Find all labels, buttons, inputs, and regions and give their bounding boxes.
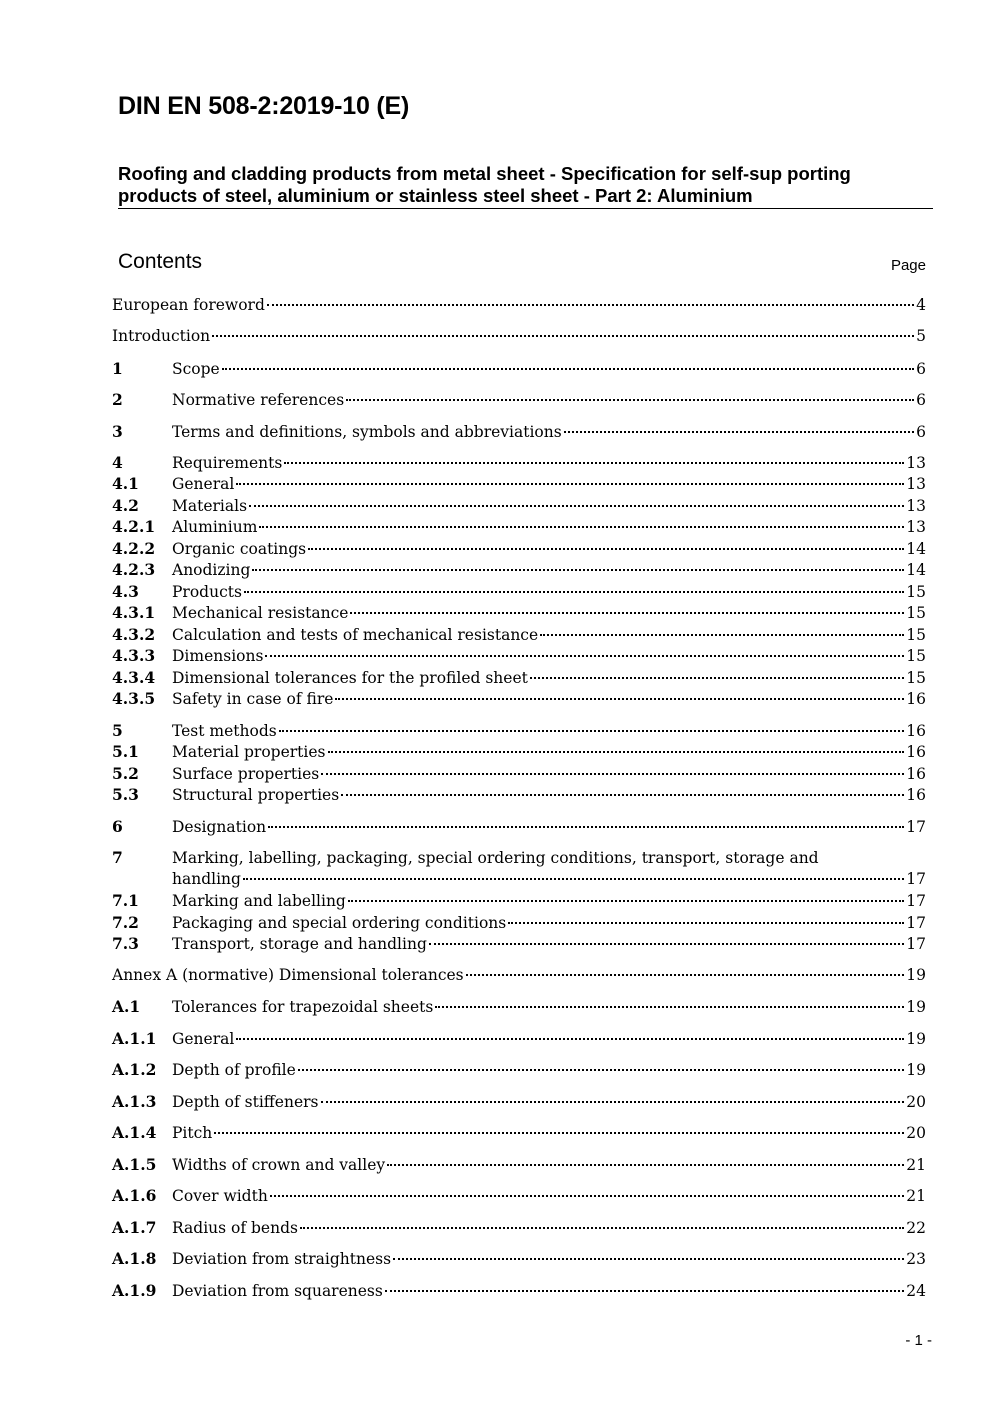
document-subtitle bbox=[118, 163, 933, 209]
toc-entry[interactable] bbox=[112, 602, 926, 623]
toc-number: 4.2.3 bbox=[112, 560, 156, 579]
toc-number: 1 bbox=[112, 359, 123, 378]
toc-title: Widths of crown and valley bbox=[172, 1156, 386, 1174]
toc-entry[interactable] bbox=[112, 452, 926, 473]
page-column-heading: Page bbox=[890, 257, 926, 274]
toc-entry[interactable] bbox=[112, 890, 926, 911]
toc-number: 5.3 bbox=[112, 785, 139, 804]
toc-title: Marking, labelling, packaging, special ordering conditions, transport, storage and bbox=[172, 849, 819, 867]
toc-title: Test methods bbox=[172, 722, 277, 740]
toc-entry[interactable] bbox=[112, 763, 926, 784]
toc-page: 17 bbox=[906, 870, 926, 888]
toc-entry[interactable] bbox=[112, 1217, 926, 1238]
toc-entry[interactable] bbox=[112, 624, 926, 645]
toc-page: 13 bbox=[906, 518, 926, 536]
toc-page: 17 bbox=[906, 914, 926, 932]
toc-entry[interactable] bbox=[112, 1154, 926, 1175]
toc-page: 17 bbox=[906, 935, 926, 953]
toc-page: 16 bbox=[906, 743, 926, 761]
toc-page: 24 bbox=[906, 1282, 926, 1300]
toc-entry[interactable] bbox=[112, 847, 926, 868]
toc-title: Depth of profile bbox=[172, 1061, 296, 1079]
toc-entry[interactable] bbox=[112, 1028, 926, 1049]
toc-title: Structural properties bbox=[172, 786, 340, 804]
toc-title: Anodizing bbox=[172, 561, 251, 579]
toc-number: 7.3 bbox=[112, 934, 139, 953]
toc-title: Annex A (normative) Dimensional tolerances bbox=[112, 966, 464, 984]
toc-page: 15 bbox=[906, 669, 926, 687]
toc-entry[interactable] bbox=[112, 326, 926, 347]
toc-entry[interactable] bbox=[112, 667, 926, 688]
toc-title: Products bbox=[172, 583, 242, 601]
toc-entry[interactable] bbox=[112, 645, 926, 666]
toc-page: 14 bbox=[906, 561, 926, 579]
toc-number: 7.2 bbox=[112, 913, 139, 932]
toc-entry[interactable] bbox=[112, 816, 926, 837]
toc-page: 16 bbox=[906, 765, 926, 783]
toc-title: Dimensions bbox=[172, 647, 264, 665]
toc-entry[interactable] bbox=[112, 1185, 926, 1206]
toc-page: 21 bbox=[906, 1156, 926, 1174]
toc-title: Material properties bbox=[172, 743, 326, 761]
toc-page: 19 bbox=[906, 998, 926, 1016]
toc-entry[interactable] bbox=[112, 720, 926, 741]
contents-heading: Contents bbox=[118, 250, 203, 273]
toc-page: 21 bbox=[906, 1187, 926, 1205]
page-number-footer: - 1 - bbox=[905, 1332, 932, 1349]
toc-title: Scope bbox=[172, 360, 220, 378]
toc-entry[interactable] bbox=[112, 358, 926, 379]
toc-page: 19 bbox=[906, 1061, 926, 1079]
toc-number: 4.2.2 bbox=[112, 539, 156, 558]
toc-entry-continuation[interactable] bbox=[112, 869, 926, 890]
toc-title: Mechanical resistance bbox=[172, 604, 349, 622]
toc-entry[interactable] bbox=[112, 538, 926, 559]
toc-number: 5.1 bbox=[112, 742, 139, 761]
toc-number: 4.3.5 bbox=[112, 689, 156, 708]
toc-title: Aluminium bbox=[172, 518, 258, 536]
toc-number: 4 bbox=[112, 453, 123, 472]
toc-title: Dimensional tolerances for the profiled sheet bbox=[172, 669, 528, 687]
toc-title: Designation bbox=[172, 818, 267, 836]
toc-number: A.1.1 bbox=[112, 1029, 157, 1048]
toc-number: 4.1 bbox=[112, 474, 139, 493]
toc-page: 17 bbox=[906, 818, 926, 836]
toc-page: 19 bbox=[906, 966, 926, 984]
toc-number: 4.3.2 bbox=[112, 625, 156, 644]
toc-title: Surface properties bbox=[172, 765, 320, 783]
toc-number: 7 bbox=[112, 848, 123, 867]
toc-title: Deviation from squareness bbox=[172, 1282, 383, 1300]
toc-title: Deviation from straightness bbox=[172, 1250, 392, 1268]
toc-page: 16 bbox=[906, 690, 926, 708]
toc-number: A.1.2 bbox=[112, 1060, 157, 1079]
toc-entry[interactable] bbox=[112, 1122, 926, 1143]
toc-page: 22 bbox=[906, 1219, 926, 1237]
toc-number: A.1.3 bbox=[112, 1092, 157, 1111]
toc-entry[interactable] bbox=[112, 996, 926, 1017]
toc-number: A.1.7 bbox=[112, 1218, 157, 1237]
toc-page: 20 bbox=[906, 1093, 926, 1111]
toc-page: 15 bbox=[906, 626, 926, 644]
toc-number: A.1 bbox=[112, 997, 141, 1016]
toc-number: 4.2 bbox=[112, 496, 139, 515]
toc-page: 4 bbox=[916, 296, 926, 314]
toc-page: 23 bbox=[906, 1250, 926, 1268]
toc-entry[interactable] bbox=[112, 389, 926, 410]
toc-page: 13 bbox=[906, 454, 926, 472]
subtitle-line-2: products of steel, aluminium or stainless steel sheet - Part 2: Aluminium bbox=[118, 185, 753, 206]
toc-entry[interactable] bbox=[112, 495, 926, 516]
toc-title: Depth of stiffeners bbox=[172, 1093, 319, 1111]
toc-number: A.1.6 bbox=[112, 1186, 157, 1205]
toc-title: Normative references bbox=[172, 391, 345, 409]
toc-title: Organic coatings bbox=[172, 540, 307, 558]
toc-number: 4.3.3 bbox=[112, 646, 156, 665]
toc-page: 5 bbox=[916, 327, 926, 345]
toc-page: 13 bbox=[906, 475, 926, 493]
toc-title: Transport, storage and handling bbox=[172, 935, 427, 953]
toc-number: A.1.8 bbox=[112, 1249, 157, 1268]
toc-title: Marking and labelling bbox=[172, 892, 346, 910]
toc-title: Safety in case of fire bbox=[172, 690, 334, 708]
toc-page: 15 bbox=[906, 583, 926, 601]
toc-entry[interactable] bbox=[112, 295, 926, 316]
toc-title: Pitch bbox=[172, 1124, 213, 1142]
toc-page: 16 bbox=[906, 722, 926, 740]
toc-title: European foreword bbox=[112, 296, 265, 314]
toc-entry[interactable] bbox=[112, 1091, 926, 1112]
toc-number: A.1.5 bbox=[112, 1155, 157, 1174]
toc-entry[interactable] bbox=[112, 741, 926, 762]
toc-number: 7.1 bbox=[112, 891, 139, 910]
toc-page: 16 bbox=[906, 786, 926, 804]
toc-number: 4.3.4 bbox=[112, 668, 156, 687]
toc-entry[interactable] bbox=[112, 421, 926, 442]
toc-title: Terms and definitions, symbols and abbreviations bbox=[172, 423, 562, 441]
toc-title: Introduction bbox=[112, 327, 211, 345]
toc-page: 20 bbox=[906, 1124, 926, 1142]
toc-number: 4.2.1 bbox=[112, 517, 156, 536]
toc-number: A.1.4 bbox=[112, 1123, 157, 1142]
toc-title: Calculation and tests of mechanical resistance bbox=[172, 626, 539, 644]
toc-number: 4.3 bbox=[112, 582, 139, 601]
toc-entry[interactable] bbox=[112, 1059, 926, 1080]
toc-page: 6 bbox=[916, 360, 926, 378]
toc-title: General bbox=[172, 475, 235, 493]
toc-entry[interactable] bbox=[112, 1280, 926, 1301]
toc-page: 17 bbox=[906, 892, 926, 910]
document-code: DIN EN 508-2:2019-10 (E) bbox=[118, 92, 410, 120]
subtitle-line-1: Roofing and cladding products from metal sheet - Specification for self-sup porting bbox=[118, 163, 851, 184]
toc-number: 5 bbox=[112, 721, 123, 740]
toc-number: 3 bbox=[112, 422, 123, 441]
toc-page: 15 bbox=[906, 647, 926, 665]
toc-number: 4.3.1 bbox=[112, 603, 156, 622]
toc-number: 2 bbox=[112, 390, 123, 409]
toc-number: 6 bbox=[112, 817, 123, 836]
toc-title: Requirements bbox=[172, 454, 283, 472]
toc-page: 6 bbox=[916, 391, 926, 409]
toc-entry[interactable] bbox=[112, 933, 926, 954]
toc-number: 5.2 bbox=[112, 764, 139, 783]
toc-title: Packaging and special ordering conditions bbox=[172, 914, 507, 932]
toc-title: Radius of bends bbox=[172, 1219, 298, 1237]
toc-entry[interactable] bbox=[112, 581, 926, 602]
toc-page: 6 bbox=[916, 423, 926, 441]
toc-title-continuation: handling bbox=[172, 870, 241, 888]
toc-title: General bbox=[172, 1030, 235, 1048]
toc-page: 15 bbox=[906, 604, 926, 622]
toc-entry[interactable] bbox=[112, 473, 926, 494]
toc-entry[interactable] bbox=[112, 965, 926, 986]
toc-page: 19 bbox=[906, 1030, 926, 1048]
toc-entry[interactable] bbox=[112, 688, 926, 709]
toc-entry[interactable] bbox=[112, 516, 926, 537]
toc-title: Cover width bbox=[172, 1187, 268, 1205]
toc-entry[interactable] bbox=[112, 559, 926, 580]
toc-entry[interactable] bbox=[112, 1248, 926, 1269]
toc-entry[interactable] bbox=[112, 912, 926, 933]
toc-page: 14 bbox=[906, 540, 926, 558]
toc-entry[interactable] bbox=[112, 784, 926, 805]
toc-page: 13 bbox=[906, 497, 926, 515]
toc-title: Tolerances for trapezoidal sheets bbox=[172, 998, 434, 1016]
toc-number: A.1.9 bbox=[112, 1281, 157, 1300]
toc-title: Materials bbox=[172, 497, 248, 515]
